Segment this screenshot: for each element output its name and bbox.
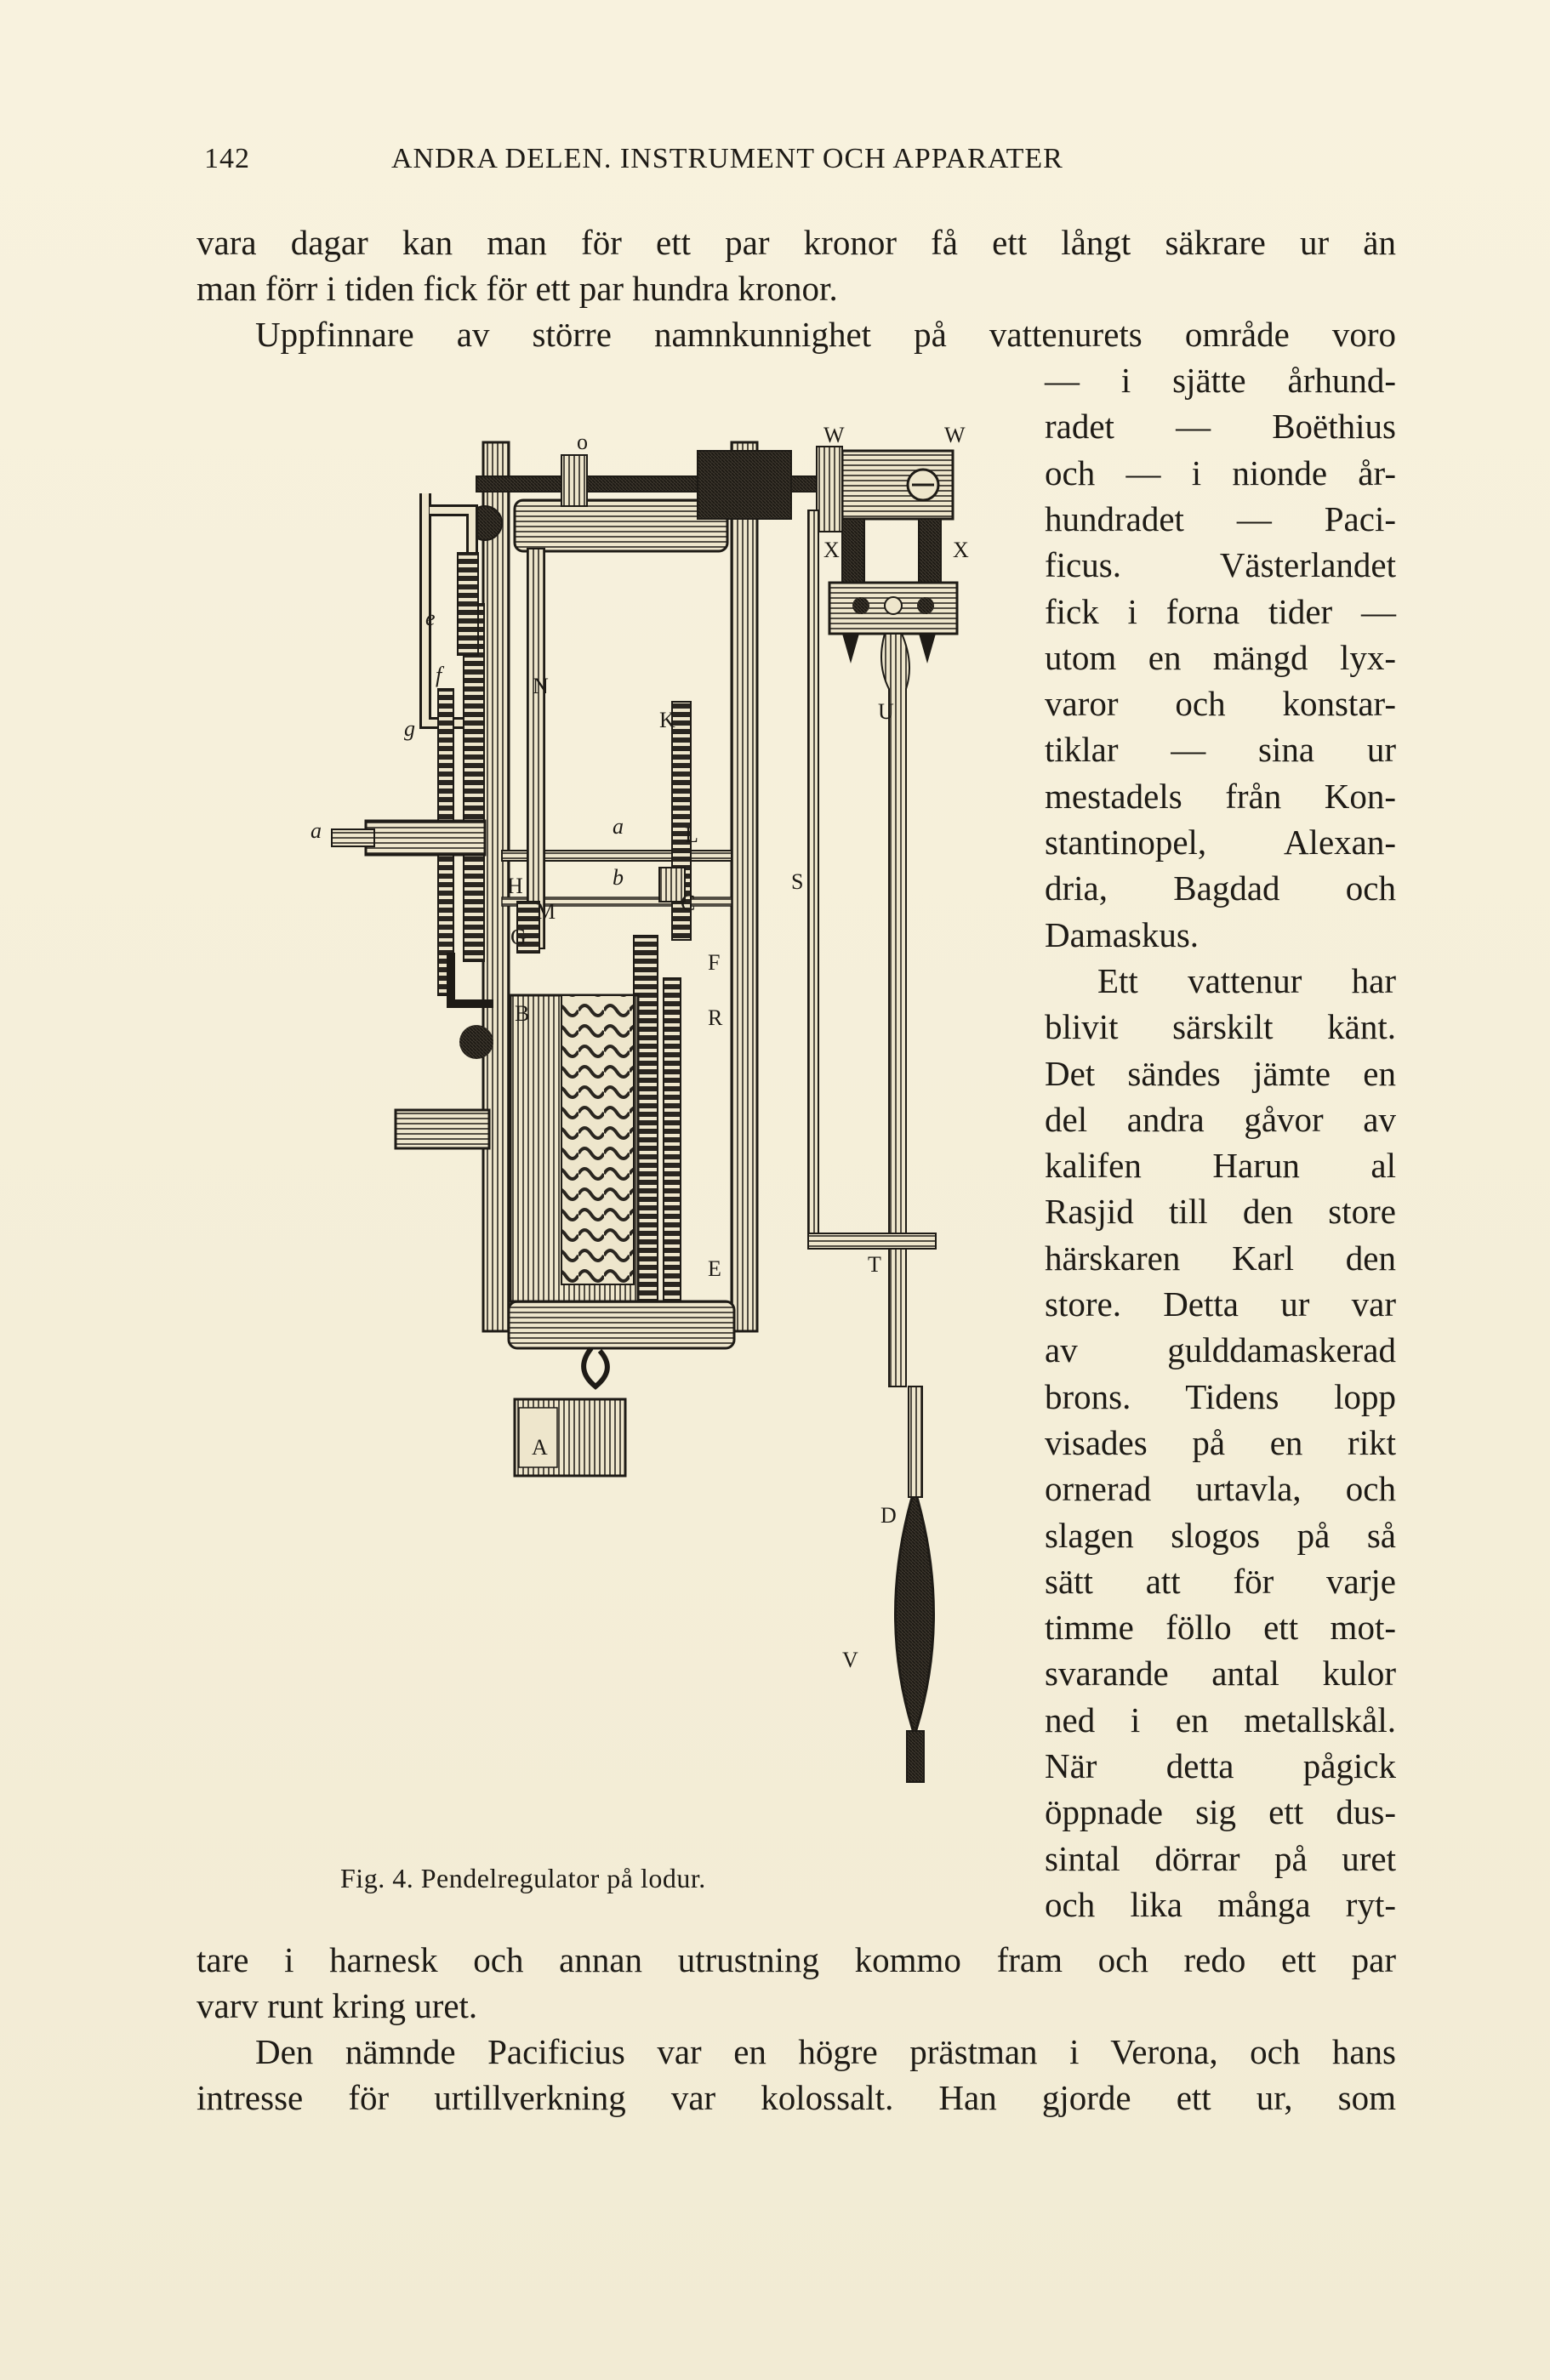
side-text-line: sintal dörrar på uret <box>1045 1839 1396 1878</box>
label-g: g <box>404 716 415 741</box>
side-text-line: sätt att för varje <box>1045 1562 1396 1601</box>
side-text-line: del andra gåvor av <box>1045 1100 1396 1139</box>
left-frame-plate <box>483 442 509 1331</box>
side-text-line: svarande antal kulor <box>1045 1654 1396 1693</box>
side-text-line: Det sändes jämte en <box>1045 1054 1396 1093</box>
label-t: T <box>868 1252 881 1277</box>
label-r: R <box>708 1005 723 1030</box>
text-line: varv runt kring uret. <box>197 1986 478 2025</box>
label-e2: E <box>708 1256 721 1281</box>
side-text-line: — i sjätte århund- <box>1045 361 1396 400</box>
side-text-line: timme föllo ett mot- <box>1045 1608 1396 1647</box>
right-frame-plate <box>732 442 757 1331</box>
label-g2: G <box>510 925 527 949</box>
label-c: C <box>681 891 696 915</box>
label-x2: X <box>953 538 969 562</box>
side-text-line: utom en mängd lyx- <box>1045 638 1396 677</box>
side-text-line: och — i nionde år- <box>1045 453 1396 493</box>
side-text-line: brons. Tidens lopp <box>1045 1377 1396 1416</box>
pendulum-rod <box>881 634 909 1386</box>
side-text-line: slagen slogos på så <box>1045 1516 1396 1555</box>
side-text-line: store. Detta ur var <box>1045 1284 1396 1324</box>
side-text-line: Ett vattenur har <box>1097 961 1396 1000</box>
side-text-line: ned i en metallskål. <box>1045 1700 1396 1739</box>
label-x1: X <box>823 538 840 562</box>
side-text-line: visades på en rikt <box>1045 1423 1396 1462</box>
bottom-barrel <box>509 1301 734 1348</box>
side-text-line: och lika många ryt- <box>1045 1885 1396 1924</box>
label-a: a <box>311 818 322 843</box>
figure-caption: Fig. 4. Pendelregulator på lodur. <box>340 1863 706 1893</box>
side-text-line: blivit särskilt känt. <box>1045 1007 1396 1046</box>
label-h: H <box>507 874 523 898</box>
label-a2: a <box>613 814 624 839</box>
text-line: Den nämnde Pacificius var en högre prästman i Verona, och hans <box>255 2032 1396 2071</box>
clock-mechanism-figure <box>221 408 1029 1871</box>
side-text-line: kalifen Harun al <box>1045 1146 1396 1185</box>
side-text-line: dria, Bagdad och <box>1045 868 1396 908</box>
side-text-line: varor och konstar- <box>1045 684 1396 723</box>
running-title: ANDRA DELEN. INSTRUMENT OCH APPARATER <box>391 143 1063 174</box>
side-text-line: radet — Boëthius <box>1045 407 1396 446</box>
gear-f <box>464 604 484 961</box>
label-v: V <box>842 1648 858 1672</box>
text-line: tare i harnesk och annan utrustning kommo fram och redo ett par <box>197 1940 1396 1979</box>
label-e: e <box>425 606 436 630</box>
label-b: b <box>613 865 624 890</box>
text-line: vara dagar kan man för ett par kronor få ett långt säkrare ur än <box>197 223 1396 262</box>
label-w2: W <box>944 423 966 447</box>
label-s: S <box>791 869 804 894</box>
label-f2: F <box>708 950 721 975</box>
text-line: man förr i tiden fick för ett par hundra kronor. <box>197 269 838 308</box>
label-b2: B <box>515 1001 530 1026</box>
side-text-line: hundradet — Paci- <box>1045 499 1396 538</box>
side-text-line: tiklar — sina ur <box>1045 730 1396 769</box>
label-u: U <box>878 699 894 724</box>
label-a3: A <box>532 1435 548 1460</box>
side-text-line: När detta pågick <box>1045 1746 1396 1785</box>
label-w1: W <box>823 423 845 447</box>
side-text-line: av gulddamaskerad <box>1045 1330 1396 1369</box>
side-text-line: Rasjid till den store <box>1045 1192 1396 1231</box>
label-f: f <box>436 663 442 687</box>
text-line: Uppfinnare av större namnkunnighet på vattenurets område voro <box>255 315 1396 354</box>
side-text-line: ficus. Västerlandet <box>1045 545 1396 584</box>
winding-axle <box>366 821 485 855</box>
side-text-line: ornerad urtavla, och <box>1045 1469 1396 1508</box>
label-d: D <box>880 1503 897 1528</box>
text-line: intresse för urtillverkning var kolossalt. Han gjorde ett ur, som <box>197 2078 1396 2117</box>
label-l: L <box>685 823 698 847</box>
side-text-line: fick i forna tider — <box>1045 592 1396 631</box>
side-text-line: härskaren Karl den <box>1045 1238 1396 1278</box>
side-text-line: öppnade sig ett dus- <box>1045 1792 1396 1831</box>
label-k: K <box>659 708 675 732</box>
label-n: N <box>533 674 549 698</box>
label-o: o <box>577 430 588 454</box>
top-barrel <box>515 500 727 551</box>
pendulum-bob <box>896 1489 934 1735</box>
page-number: 142 <box>204 143 250 174</box>
side-text-line: Damaskus. <box>1045 915 1200 954</box>
side-text-line: mestadels från Kon- <box>1045 777 1396 816</box>
side-text-line: stantinopel, Alexan- <box>1045 823 1396 862</box>
label-m: M <box>536 899 556 924</box>
